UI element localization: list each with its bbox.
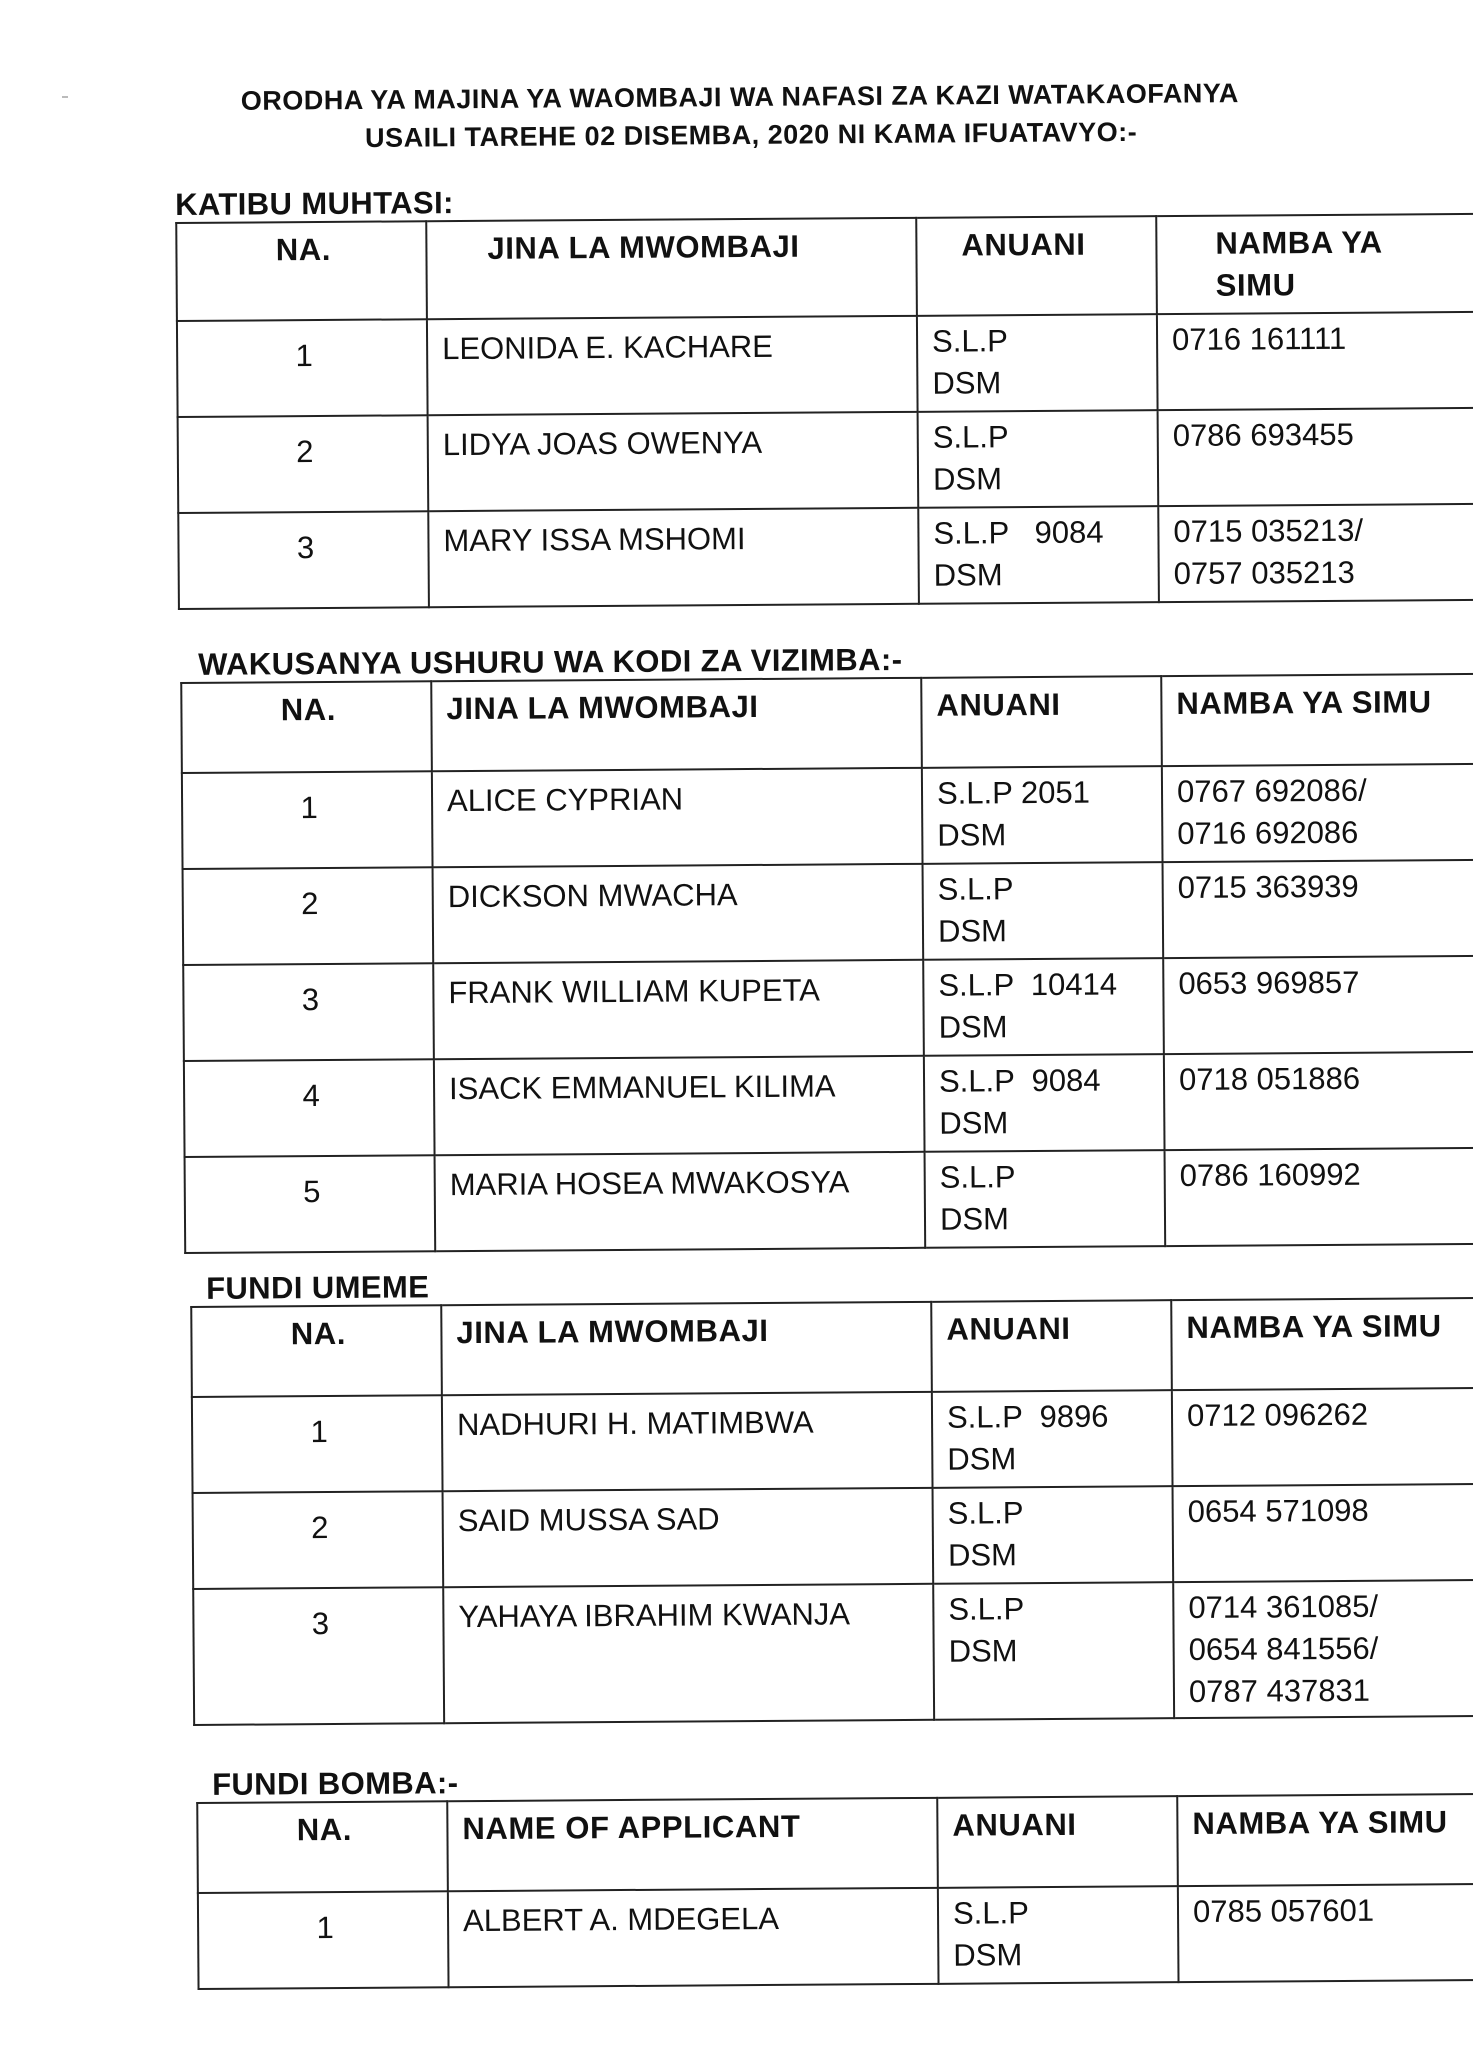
header-address: ANUANI — [937, 1796, 1178, 1888]
address-line: S.L.P 2051 — [936, 774, 1090, 811]
applicant-phone — [1164, 1052, 1473, 1150]
header-name: JINA LA MWOMBAJI — [431, 678, 922, 771]
header-address: ANUANI — [931, 1300, 1172, 1392]
address-line: S.L.P 9896 — [946, 1398, 1109, 1435]
applicant-address — [933, 1582, 1174, 1720]
applicant-name: MARY ISSA MSHOMI — [428, 508, 919, 607]
table-row — [183, 956, 1473, 1061]
phone-line: 0767 692086/ — [1176, 772, 1367, 810]
applicant-phone — [1173, 1580, 1473, 1718]
address-line: DSM — [932, 461, 1003, 497]
table-row — [178, 408, 1473, 513]
address-line: S.L.P — [931, 323, 1009, 359]
header-na: NA. — [197, 1801, 448, 1893]
applicant-phone — [1163, 860, 1473, 958]
applicant-name: ALBERT A. MDEGELA — [448, 1888, 939, 1987]
scan-artifact — [62, 96, 68, 98]
applicant-phone — [1163, 956, 1473, 1054]
row-number: 3 — [178, 511, 429, 609]
applicant-address — [924, 1054, 1165, 1152]
row-number: 1 — [177, 319, 428, 417]
applicant-phone — [1162, 764, 1473, 862]
table-row — [177, 312, 1473, 417]
applicants-table — [196, 1793, 1473, 1990]
table-row — [184, 1052, 1473, 1157]
phone-line: 0653 969857 — [1178, 964, 1360, 1002]
phone-line: 0654 571098 — [1187, 1492, 1369, 1530]
address-line: DSM — [939, 1105, 1009, 1141]
applicant-address — [925, 1150, 1166, 1248]
section-heading: WAKUSANYA USHURU WA KODI ZA VIZIMBA:- — [197, 641, 903, 682]
section-katibu-muhtasi — [175, 179, 1473, 610]
phone-line: 0786 693455 — [1172, 416, 1354, 454]
table-header-row — [191, 1298, 1473, 1397]
address-line: DSM — [947, 1537, 1018, 1573]
row-number: 2 — [178, 415, 429, 513]
applicant-phone — [1157, 312, 1473, 410]
table-row — [182, 764, 1473, 869]
phone-line: 0716 161111 — [1171, 320, 1347, 358]
row-number: 5 — [185, 1155, 436, 1253]
applicant-name: DICKSON MWACHA — [433, 864, 924, 963]
address-line: S.L.P — [932, 419, 1009, 455]
applicant-address — [923, 958, 1164, 1056]
address-line: DSM — [937, 817, 1007, 853]
phone-line: 0714 361085/ — [1188, 1588, 1379, 1626]
phone-line: 0718 051886 — [1178, 1060, 1361, 1098]
phone-line: 0786 160992 — [1179, 1156, 1361, 1194]
applicant-phone — [1173, 1484, 1473, 1582]
row-number: 3 — [193, 1587, 444, 1725]
header-na: NA. — [191, 1305, 442, 1397]
applicant-address — [918, 410, 1159, 508]
applicant-name: SAID MUSSA SAD — [443, 1488, 934, 1587]
applicant-phone — [1172, 1388, 1473, 1486]
section-heading: FUNDI BOMBA:- — [211, 1765, 459, 1802]
table-row — [185, 1148, 1473, 1253]
phone-line: 0716 692086 — [1177, 814, 1359, 852]
header-na: NA. — [176, 221, 427, 321]
phone-line: 0785 057601 — [1192, 1892, 1375, 1930]
table-row — [193, 1484, 1473, 1589]
address-line: S.L.P — [948, 1591, 1025, 1627]
applicant-address — [933, 1486, 1174, 1584]
applicants-table — [190, 1297, 1473, 1726]
row-number: 2 — [183, 867, 434, 965]
applicants-table — [180, 673, 1473, 1254]
applicant-address — [923, 862, 1164, 960]
applicants-table — [175, 213, 1473, 610]
address-line: DSM — [939, 1201, 1010, 1237]
table-row — [183, 860, 1473, 965]
address-line: S.L.P — [947, 1495, 1024, 1531]
address-line: DSM — [948, 1633, 1018, 1669]
title-line-2: USAILI TAREHE 02 DISEMBA, 2020 NI KAMA IFUATAVYO:- — [364, 116, 1138, 153]
header-name: NAME OF APPLICANT — [447, 1798, 938, 1891]
section-fundi-bomba — [196, 1759, 1473, 1990]
row-number: 4 — [184, 1059, 435, 1157]
phone-line: 0715 035213/ — [1173, 512, 1364, 550]
address-line: S.L.P 10414 — [938, 966, 1118, 1003]
table-header-row — [197, 1794, 1473, 1893]
header-address: ANUANI — [921, 676, 1162, 768]
row-number: 1 — [198, 1891, 449, 1989]
address-line: DSM — [933, 557, 1003, 593]
applicant-address — [918, 506, 1159, 604]
address-line: S.L.P — [952, 1895, 1029, 1931]
applicant-name: NADHURI H. MATIMBWA — [442, 1392, 933, 1491]
phone-line: 0654 841556/ — [1188, 1630, 1379, 1668]
header-address: ANUANI — [916, 216, 1157, 316]
table-header-row — [181, 674, 1473, 773]
table-row — [178, 504, 1473, 609]
table-row — [192, 1388, 1473, 1493]
row-number: 3 — [183, 963, 434, 1061]
applicant-name: YAHAYA IBRAHIM KWANJA — [443, 1584, 934, 1723]
address-line: DSM — [937, 913, 1008, 949]
applicant-address — [922, 766, 1163, 864]
table-header-row — [176, 214, 1473, 321]
applicant-address — [917, 314, 1158, 412]
address-line: S.L.P 9084 — [933, 514, 1104, 551]
row-number: 2 — [193, 1491, 444, 1589]
header-phone: NAMBA YA SIMU — [1171, 1298, 1473, 1390]
phone-line: 0712 096262 — [1186, 1396, 1369, 1434]
table-row — [193, 1580, 1473, 1725]
applicant-address — [932, 1390, 1173, 1488]
row-number: 1 — [182, 771, 433, 869]
header-name: JINA LA MWOMBAJI — [426, 218, 917, 319]
address-line: DSM — [938, 1009, 1008, 1045]
document-title — [160, 73, 1321, 158]
applicant-name: ALICE CYPRIAN — [432, 768, 923, 867]
address-line: S.L.P — [939, 1159, 1016, 1195]
applicant-name: MARIA HOSEA MWAKOSYA — [435, 1152, 926, 1251]
header-na: NA. — [181, 681, 432, 773]
section-wakusanya-ushuru — [180, 639, 1473, 1254]
title-line-1: ORODHA YA MAJINA YA WAOMBAJI WA NAFASI ZA KAZI WATAKAOFANYA — [240, 78, 1239, 116]
applicant-name: LIDYA JOAS OWENYA — [428, 412, 919, 511]
address-line: DSM — [947, 1441, 1017, 1477]
row-number: 1 — [192, 1395, 443, 1493]
header-phone: NAMBA YA SIMU — [1156, 214, 1473, 314]
applicant-phone — [1158, 504, 1473, 602]
address-line: S.L.P 9084 — [938, 1062, 1101, 1099]
phone-line: 0757 035213 — [1173, 554, 1355, 592]
section-fundi-umeme — [190, 1263, 1473, 1726]
header-phone: NAMBA YA SIMU — [1161, 674, 1473, 766]
applicant-phone — [1165, 1148, 1473, 1246]
section-heading: KATIBU MUHTASI: — [174, 185, 454, 222]
section-heading: FUNDI UMEME — [205, 1269, 430, 1306]
address-line: DSM — [932, 365, 1002, 401]
header-name: JINA LA MWOMBAJI — [441, 1302, 932, 1395]
applicant-phone — [1178, 1884, 1473, 1982]
phone-line: 0787 437831 — [1188, 1672, 1371, 1710]
address-line: S.L.P — [937, 871, 1014, 907]
applicant-name: ISACK EMMANUEL KILIMA — [434, 1056, 925, 1155]
applicant-phone — [1158, 408, 1473, 506]
applicant-name: FRANK WILLIAM KUPETA — [433, 960, 924, 1059]
table-row — [198, 1884, 1473, 1989]
header-phone: NAMBA YA SIMU — [1177, 1794, 1473, 1886]
phone-line: 0715 363939 — [1177, 868, 1359, 906]
applicant-name: LEONIDA E. KACHARE — [427, 316, 918, 415]
applicant-address — [938, 1886, 1179, 1984]
address-line: DSM — [953, 1937, 1023, 1973]
